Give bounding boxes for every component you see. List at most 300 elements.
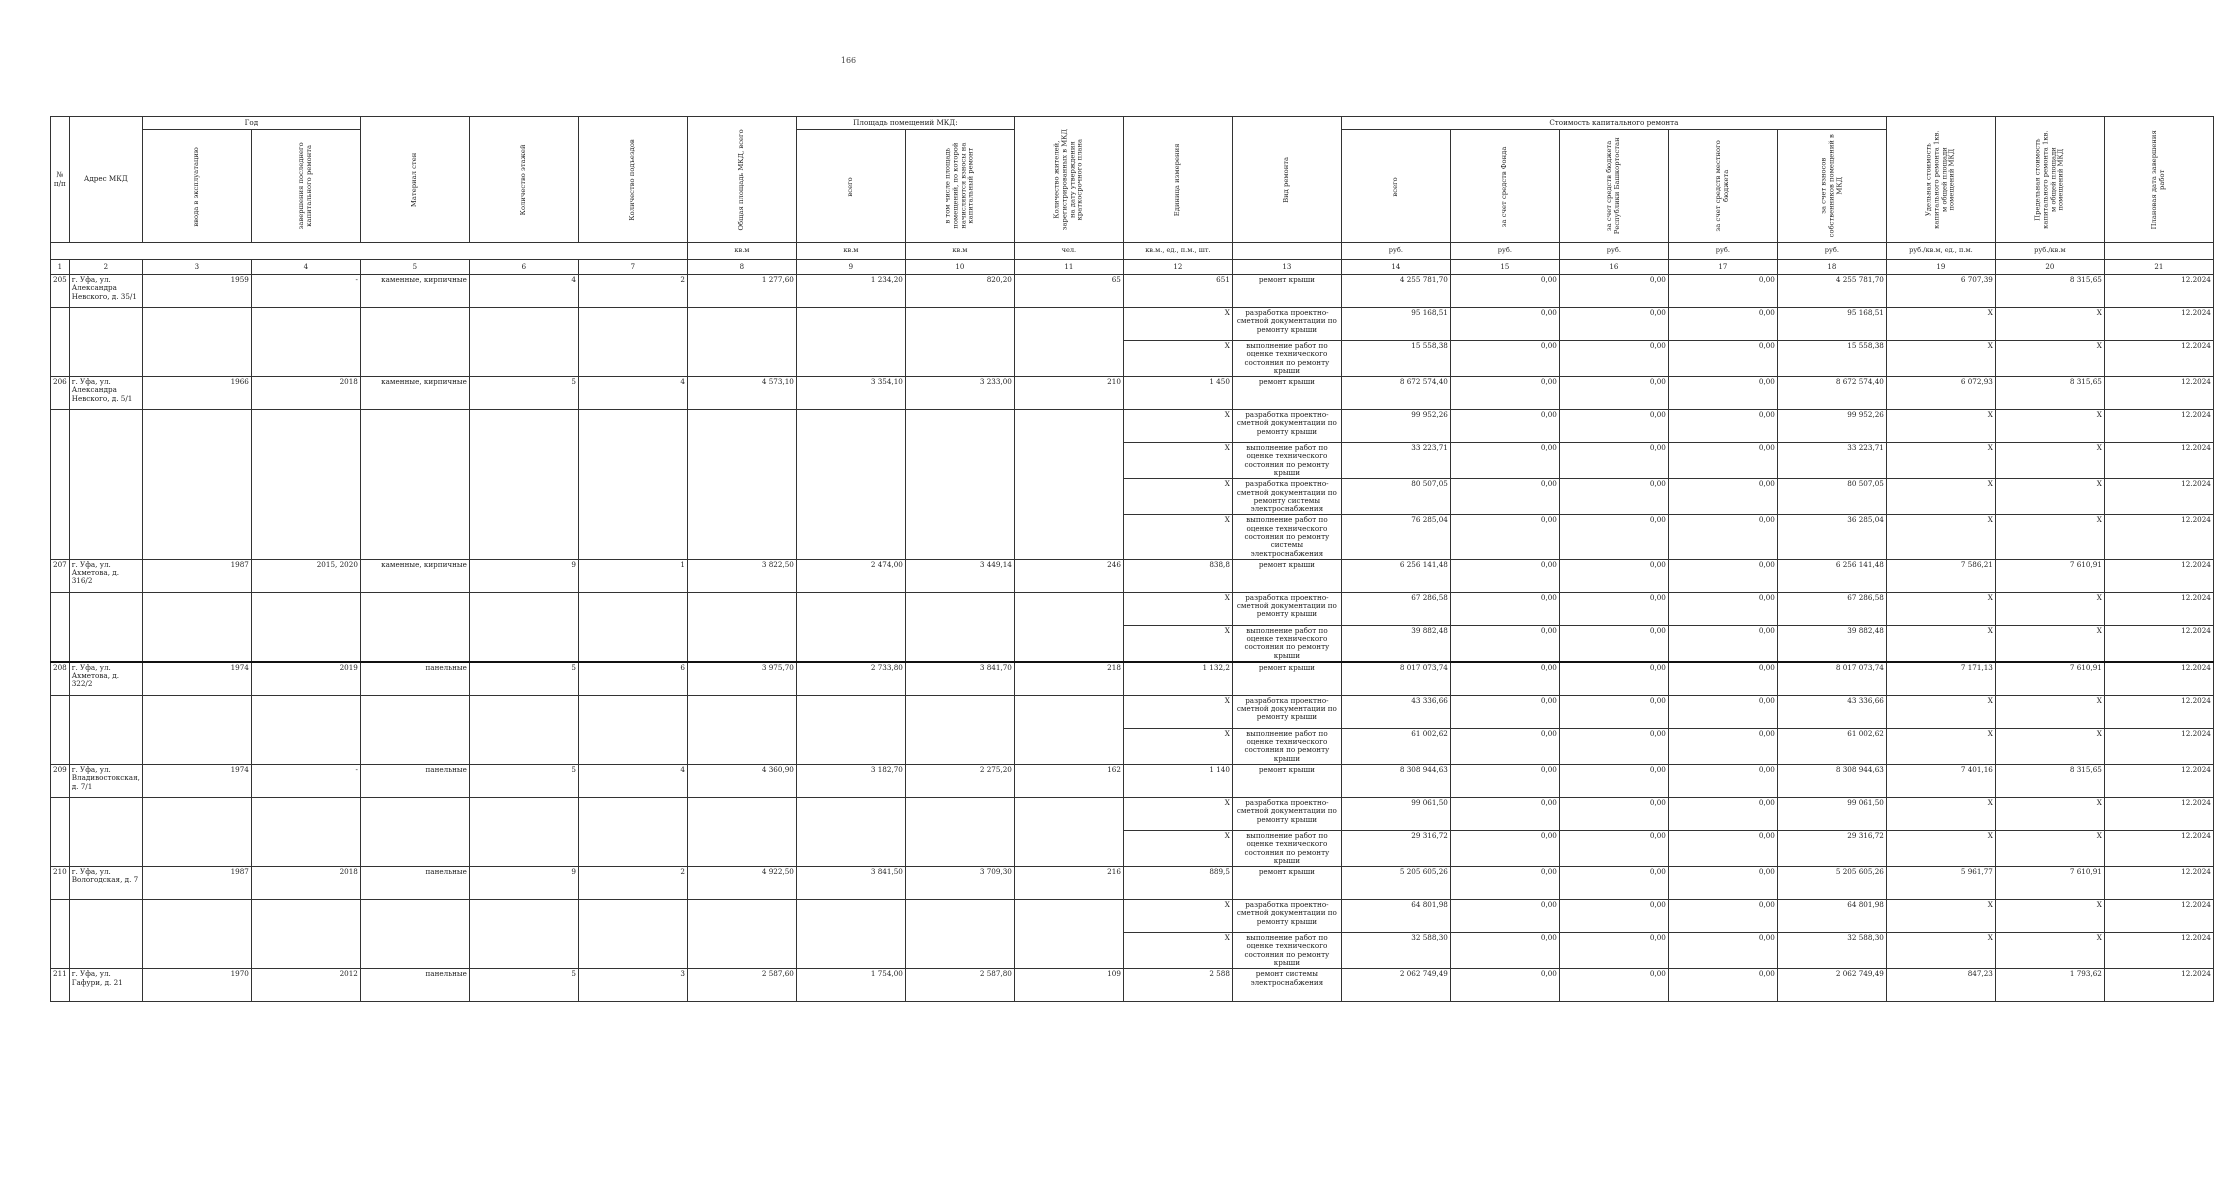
- cost-total-cell: 5 205 605,26: [1341, 867, 1450, 900]
- plan-date-cell: 12.2024: [2104, 341, 2213, 377]
- cost-total-cell: 61 002,62: [1341, 728, 1450, 764]
- work-type-cell: ремонт крыши: [1232, 867, 1341, 900]
- row-number: 207: [51, 559, 70, 592]
- work-type-cell: разработка проектно-сметной документации по ремонту крыши: [1232, 410, 1341, 443]
- empty-cell: [360, 933, 469, 969]
- work-type-cell: ремонт крыши: [1232, 559, 1341, 592]
- empty-cell: [905, 798, 1014, 831]
- unit-cost-cell: 5 961,77: [1886, 867, 1995, 900]
- cost-total-cell: 76 285,04: [1341, 515, 1450, 559]
- header-year-group: Год: [142, 117, 360, 130]
- unit-cost-cell: X: [1886, 515, 1995, 559]
- empty-cell: [796, 900, 905, 933]
- empty-cell: [687, 831, 796, 867]
- cost-rb-cell: 0,00: [1559, 867, 1668, 900]
- cost-fund-cell: 0,00: [1450, 765, 1559, 798]
- floors-cell: 4: [469, 275, 578, 308]
- empty-cell: [360, 900, 469, 933]
- plan-date-cell: 12.2024: [2104, 515, 2213, 559]
- unit-measure-cell: X: [1123, 625, 1232, 662]
- cost-fund-cell: 0,00: [1450, 479, 1559, 515]
- area-repair-cell: 3 709,30: [905, 867, 1014, 900]
- row-number: 208: [51, 662, 70, 696]
- work-type-cell: выполнение работ по оценке технического состояния по ремонту крыши: [1232, 625, 1341, 662]
- max-cost-cell: 7 610,91: [1995, 662, 2104, 696]
- floors-cell: 5: [469, 969, 578, 1002]
- empty-cell: [469, 341, 578, 377]
- area-total-cell: 3 841,50: [796, 867, 905, 900]
- area-repair-cell: 2 587,80: [905, 969, 1014, 1002]
- register-sheet: [50, 116, 2214, 1002]
- unit-cell: кв.м: [687, 243, 796, 260]
- work-subrow: [51, 933, 2214, 969]
- building-row: [51, 969, 2214, 1002]
- unit-cost-cell: 7 171,13: [1886, 662, 1995, 696]
- empty-cell: [251, 900, 360, 933]
- cost-local-cell: 0,00: [1668, 410, 1777, 443]
- empty-cell: [469, 900, 578, 933]
- column-number: 3: [142, 260, 251, 275]
- empty-cell: [578, 592, 687, 625]
- cost-fund-cell: 0,00: [1450, 695, 1559, 728]
- empty-cell: [687, 341, 796, 377]
- cost-owners-cell: 5 205 605,26: [1777, 867, 1886, 900]
- unit-cell: руб.: [1559, 243, 1668, 260]
- empty-cell: [142, 798, 251, 831]
- empty-cell: [1014, 592, 1123, 625]
- unit-cost-cell: X: [1886, 592, 1995, 625]
- row-number: 210: [51, 867, 70, 900]
- empty-cell: [469, 515, 578, 559]
- year-commission-cell: 1987: [142, 867, 251, 900]
- unit-cost-cell: 7 586,21: [1886, 559, 1995, 592]
- empty-cell: [1014, 410, 1123, 443]
- area-repair-cell: 820,20: [905, 275, 1014, 308]
- plan-date-cell: 12.2024: [2104, 559, 2213, 592]
- work-subrow: [51, 479, 2214, 515]
- column-number: 21: [2104, 260, 2213, 275]
- empty-cell: [69, 695, 142, 728]
- max-cost-cell: X: [1995, 410, 2104, 443]
- unit-measure-cell: X: [1123, 831, 1232, 867]
- empty-cell: [51, 728, 70, 764]
- unit-cell: руб.: [1668, 243, 1777, 260]
- building-row: [51, 662, 2214, 696]
- unit-measure-cell: X: [1123, 933, 1232, 969]
- entrances-cell: 1: [578, 559, 687, 592]
- entrances-cell: 3: [578, 969, 687, 1002]
- entrances-cell: 6: [578, 662, 687, 696]
- unit-cost-cell: X: [1886, 900, 1995, 933]
- empty-cell: [687, 443, 796, 479]
- area-repair-cell: 3 449,14: [905, 559, 1014, 592]
- cost-local-cell: 0,00: [1668, 900, 1777, 933]
- plan-date-cell: 12.2024: [2104, 969, 2213, 1002]
- empty-cell: [51, 625, 70, 662]
- max-cost-cell: X: [1995, 625, 2104, 662]
- wall-material-cell: панельные: [360, 662, 469, 696]
- empty-cell: [469, 410, 578, 443]
- empty-cell: [905, 308, 1014, 341]
- empty-cell: [905, 900, 1014, 933]
- empty-cell: [469, 479, 578, 515]
- unit-measure-cell: 2 588: [1123, 969, 1232, 1002]
- cost-local-cell: 0,00: [1668, 831, 1777, 867]
- cost-fund-cell: 0,00: [1450, 341, 1559, 377]
- header-floors: Количество этажей: [469, 117, 578, 243]
- empty-cell: [687, 308, 796, 341]
- empty-cell: [251, 933, 360, 969]
- empty-cell: [1014, 831, 1123, 867]
- unit-cost-cell: 6 707,39: [1886, 275, 1995, 308]
- work-subrow: [51, 625, 2214, 662]
- header-max-cost: Предельная стоимость капитального ремонта 1кв. м общей площади помещений МКД: [1995, 117, 2104, 243]
- page-number: 166: [840, 56, 857, 65]
- work-type-cell: выполнение работ по оценке технического состояния по ремонту крыши: [1232, 933, 1341, 969]
- cost-owners-cell: 95 168,51: [1777, 308, 1886, 341]
- cost-fund-cell: 0,00: [1450, 798, 1559, 831]
- cost-fund-cell: 0,00: [1450, 410, 1559, 443]
- unit-measure-cell: X: [1123, 592, 1232, 625]
- cost-fund-cell: 0,00: [1450, 443, 1559, 479]
- plan-date-cell: 12.2024: [2104, 765, 2213, 798]
- cost-rb-cell: 0,00: [1559, 798, 1668, 831]
- header-year-commission: ввода в эксплуатацию: [142, 130, 251, 243]
- empty-cell: [360, 515, 469, 559]
- cost-rb-cell: 0,00: [1559, 765, 1668, 798]
- column-number: 2: [69, 260, 142, 275]
- area-total-cell: 1 234,20: [796, 275, 905, 308]
- area-total-cell: 2 733,80: [796, 662, 905, 696]
- empty-cell: [796, 308, 905, 341]
- empty-cell: [360, 728, 469, 764]
- header-address: Адрес МКД: [69, 117, 142, 243]
- empty-cell: [51, 341, 70, 377]
- year-commission-cell: 1974: [142, 765, 251, 798]
- empty-cell: [469, 308, 578, 341]
- column-number: 1: [51, 260, 70, 275]
- unit-cost-cell: X: [1886, 410, 1995, 443]
- cost-total-cell: 39 882,48: [1341, 625, 1450, 662]
- work-subrow: [51, 308, 2214, 341]
- empty-cell: [360, 443, 469, 479]
- empty-cell: [796, 479, 905, 515]
- area-repair-cell: 3 841,70: [905, 662, 1014, 696]
- empty-cell: [51, 592, 70, 625]
- cost-rb-cell: 0,00: [1559, 695, 1668, 728]
- repair-plan-table: [50, 116, 2214, 1002]
- column-number: 7: [578, 260, 687, 275]
- area-repair-cell: 2 275,20: [905, 765, 1014, 798]
- building-row: [51, 765, 2214, 798]
- cost-local-cell: 0,00: [1668, 969, 1777, 1002]
- cost-total-cell: 8 308 944,63: [1341, 765, 1450, 798]
- work-type-cell: ремонт системы электроснабжения: [1232, 969, 1341, 1002]
- empty-cell: [360, 308, 469, 341]
- empty-cell: [1014, 625, 1123, 662]
- cost-owners-cell: 29 316,72: [1777, 831, 1886, 867]
- area-repair-cell: 3 233,00: [905, 377, 1014, 410]
- empty-cell: [796, 515, 905, 559]
- cost-owners-cell: 8 672 574,40: [1777, 377, 1886, 410]
- year-last-repair-cell: -: [251, 765, 360, 798]
- empty-cell: [578, 798, 687, 831]
- wall-material-cell: панельные: [360, 969, 469, 1002]
- year-last-repair-cell: 2012: [251, 969, 360, 1002]
- empty-cell: [51, 900, 70, 933]
- empty-cell: [905, 443, 1014, 479]
- plan-date-cell: 12.2024: [2104, 695, 2213, 728]
- plan-date-cell: 12.2024: [2104, 410, 2213, 443]
- total-area-cell: 3 822,50: [687, 559, 796, 592]
- empty-cell: [1014, 443, 1123, 479]
- cost-total-cell: 67 286,58: [1341, 592, 1450, 625]
- address-cell: г. Уфа, ул. Вологодская, д. 7: [69, 867, 142, 900]
- cost-owners-cell: 4 255 781,70: [1777, 275, 1886, 308]
- header-wall-material: Материал стен: [360, 117, 469, 243]
- empty-cell: [469, 443, 578, 479]
- total-area-cell: 4 360,90: [687, 765, 796, 798]
- work-type-cell: выполнение работ по оценке технического состояния по ремонту крыши: [1232, 443, 1341, 479]
- work-subrow: [51, 592, 2214, 625]
- cost-fund-cell: 0,00: [1450, 900, 1559, 933]
- address-cell: г. Уфа, ул. Александра Невского, д. 5/1: [69, 377, 142, 410]
- empty-cell: [360, 625, 469, 662]
- empty-cell: [796, 831, 905, 867]
- empty-cell: [578, 515, 687, 559]
- cost-total-cell: 15 558,38: [1341, 341, 1450, 377]
- unit-cell: руб.: [1450, 243, 1559, 260]
- wall-material-cell: каменные, кирпичные: [360, 559, 469, 592]
- floors-cell: 5: [469, 662, 578, 696]
- cost-owners-cell: 2 062 749,49: [1777, 969, 1886, 1002]
- total-area-cell: 1 277,60: [687, 275, 796, 308]
- unit-measure-cell: X: [1123, 515, 1232, 559]
- year-commission-cell: 1966: [142, 377, 251, 410]
- year-commission-cell: 1987: [142, 559, 251, 592]
- row-number: 211: [51, 969, 70, 1002]
- cost-rb-cell: 0,00: [1559, 728, 1668, 764]
- unit-measure-cell: 1 140: [1123, 765, 1232, 798]
- empty-cell: [142, 515, 251, 559]
- empty-cell: [578, 695, 687, 728]
- unit-blank: [1232, 243, 1341, 260]
- empty-cell: [69, 410, 142, 443]
- empty-cell: [251, 479, 360, 515]
- unit-cell: руб.: [1341, 243, 1450, 260]
- header-num: № п/п: [51, 117, 70, 243]
- year-last-repair-cell: 2015, 2020: [251, 559, 360, 592]
- cost-fund-cell: 0,00: [1450, 662, 1559, 696]
- empty-cell: [578, 831, 687, 867]
- empty-cell: [796, 625, 905, 662]
- cost-rb-cell: 0,00: [1559, 933, 1668, 969]
- work-type-cell: выполнение работ по оценке технического состояния по ремонту системы электроснабжения: [1232, 515, 1341, 559]
- cost-fund-cell: 0,00: [1450, 515, 1559, 559]
- cost-rb-cell: 0,00: [1559, 308, 1668, 341]
- cost-total-cell: 4 255 781,70: [1341, 275, 1450, 308]
- column-number: 10: [905, 260, 1014, 275]
- empty-cell: [142, 479, 251, 515]
- unit-measure-cell: X: [1123, 728, 1232, 764]
- cost-rb-cell: 0,00: [1559, 900, 1668, 933]
- work-subrow: [51, 900, 2214, 933]
- table-body: [51, 275, 2214, 1002]
- empty-cell: [1014, 695, 1123, 728]
- cost-fund-cell: 0,00: [1450, 969, 1559, 1002]
- column-number: 14: [1341, 260, 1450, 275]
- empty-cell: [1014, 728, 1123, 764]
- max-cost-cell: 8 315,65: [1995, 765, 2104, 798]
- residents-cell: 246: [1014, 559, 1123, 592]
- empty-cell: [51, 308, 70, 341]
- cost-owners-cell: 99 952,26: [1777, 410, 1886, 443]
- empty-cell: [905, 695, 1014, 728]
- unit-measure-cell: 651: [1123, 275, 1232, 308]
- address-cell: г. Уфа, ул. Ахметова, д. 322/2: [69, 662, 142, 696]
- cost-fund-cell: 0,00: [1450, 275, 1559, 308]
- cost-owners-cell: 67 286,58: [1777, 592, 1886, 625]
- header-cost-total: всего: [1341, 130, 1450, 243]
- cost-fund-cell: 0,00: [1450, 933, 1559, 969]
- header-area-group: Площадь помещений МКД:: [796, 117, 1014, 130]
- cost-rb-cell: 0,00: [1559, 969, 1668, 1002]
- building-row: [51, 559, 2214, 592]
- header-cost-local: за счет средств местного бюджета: [1668, 130, 1777, 243]
- empty-cell: [51, 695, 70, 728]
- empty-cell: [251, 443, 360, 479]
- floors-cell: 9: [469, 867, 578, 900]
- total-area-cell: 2 587,60: [687, 969, 796, 1002]
- work-type-cell: ремонт крыши: [1232, 377, 1341, 410]
- empty-cell: [905, 515, 1014, 559]
- column-number: 5: [360, 260, 469, 275]
- empty-cell: [905, 341, 1014, 377]
- area-total-cell: 3 182,70: [796, 765, 905, 798]
- plan-date-cell: 12.2024: [2104, 625, 2213, 662]
- entrances-cell: 2: [578, 867, 687, 900]
- empty-cell: [51, 515, 70, 559]
- empty-cell: [251, 308, 360, 341]
- unit-cell: руб.: [1777, 243, 1886, 260]
- column-number: 9: [796, 260, 905, 275]
- row-number: 205: [51, 275, 70, 308]
- empty-cell: [905, 933, 1014, 969]
- empty-cell: [251, 515, 360, 559]
- column-number: 20: [1995, 260, 2104, 275]
- work-subrow: [51, 728, 2214, 764]
- residents-cell: 162: [1014, 765, 1123, 798]
- year-last-repair-cell: 2018: [251, 867, 360, 900]
- empty-cell: [360, 831, 469, 867]
- floors-cell: 5: [469, 377, 578, 410]
- unit-cell: руб./кв.м, ед., п.м.: [1886, 243, 1995, 260]
- plan-date-cell: 12.2024: [2104, 798, 2213, 831]
- address-cell: г. Уфа, ул. Ахметова, д. 316/2: [69, 559, 142, 592]
- empty-cell: [687, 410, 796, 443]
- column-number: 6: [469, 260, 578, 275]
- empty-cell: [687, 695, 796, 728]
- wall-material-cell: каменные, кирпичные: [360, 377, 469, 410]
- unit-cell: чел.: [1014, 243, 1123, 260]
- max-cost-cell: X: [1995, 479, 2104, 515]
- empty-cell: [796, 410, 905, 443]
- max-cost-cell: X: [1995, 592, 2104, 625]
- plan-date-cell: 12.2024: [2104, 900, 2213, 933]
- empty-cell: [69, 592, 142, 625]
- unit-cost-cell: 7 401,16: [1886, 765, 1995, 798]
- empty-cell: [360, 798, 469, 831]
- cost-owners-cell: 39 882,48: [1777, 625, 1886, 662]
- empty-cell: [578, 900, 687, 933]
- cost-fund-cell: 0,00: [1450, 308, 1559, 341]
- cost-total-cell: 43 336,66: [1341, 695, 1450, 728]
- header-cost-rb: за счет средств бюджета Республики Башкортостан: [1559, 130, 1668, 243]
- header-cost-fund: за счет средств Фонда: [1450, 130, 1559, 243]
- max-cost-cell: 1 793,62: [1995, 969, 2104, 1002]
- cost-total-cell: 32 588,30: [1341, 933, 1450, 969]
- residents-cell: 109: [1014, 969, 1123, 1002]
- unit-measure-cell: X: [1123, 341, 1232, 377]
- cost-fund-cell: 0,00: [1450, 377, 1559, 410]
- empty-cell: [142, 933, 251, 969]
- work-type-cell: разработка проектно-сметной документации по ремонту крыши: [1232, 900, 1341, 933]
- cost-local-cell: 0,00: [1668, 625, 1777, 662]
- units-row: [51, 243, 2214, 260]
- cost-local-cell: 0,00: [1668, 933, 1777, 969]
- cost-local-cell: 0,00: [1668, 341, 1777, 377]
- header-cost-owners: за счет взносов собственников помещений в МКД: [1777, 130, 1886, 243]
- area-total-cell: 1 754,00: [796, 969, 905, 1002]
- empty-cell: [796, 341, 905, 377]
- cost-local-cell: 0,00: [1668, 798, 1777, 831]
- area-total-cell: 2 474,00: [796, 559, 905, 592]
- total-area-cell: 4 922,50: [687, 867, 796, 900]
- cost-total-cell: 6 256 141,48: [1341, 559, 1450, 592]
- empty-cell: [360, 592, 469, 625]
- unit-measure-cell: X: [1123, 410, 1232, 443]
- empty-cell: [251, 695, 360, 728]
- unit-cost-cell: X: [1886, 443, 1995, 479]
- address-cell: г. Уфа, ул. Владивостокская, д. 7/1: [69, 765, 142, 798]
- entrances-cell: 2: [578, 275, 687, 308]
- cost-local-cell: 0,00: [1668, 867, 1777, 900]
- cost-local-cell: 0,00: [1668, 592, 1777, 625]
- unit-measure-cell: X: [1123, 695, 1232, 728]
- unit-measure-cell: X: [1123, 479, 1232, 515]
- work-type-cell: ремонт крыши: [1232, 765, 1341, 798]
- cost-total-cell: 95 168,51: [1341, 308, 1450, 341]
- work-type-cell: выполнение работ по оценке технического состояния по ремонту крыши: [1232, 728, 1341, 764]
- column-number: 13: [1232, 260, 1341, 275]
- empty-cell: [687, 625, 796, 662]
- work-type-cell: разработка проектно-сметной документации по ремонту крыши: [1232, 798, 1341, 831]
- plan-date-cell: 12.2024: [2104, 728, 2213, 764]
- header-unit-cost: Удельная стоимость капитального ремонта 1кв. м общей площади помещений МКД: [1886, 117, 1995, 243]
- cost-rb-cell: 0,00: [1559, 625, 1668, 662]
- empty-cell: [69, 479, 142, 515]
- empty-cell: [1014, 900, 1123, 933]
- unit-cell: кв.м: [905, 243, 1014, 260]
- empty-cell: [51, 831, 70, 867]
- empty-cell: [142, 308, 251, 341]
- cost-total-cell: 99 061,50: [1341, 798, 1450, 831]
- empty-cell: [142, 625, 251, 662]
- cost-rb-cell: 0,00: [1559, 662, 1668, 696]
- row-number: 209: [51, 765, 70, 798]
- empty-cell: [142, 728, 251, 764]
- empty-cell: [360, 341, 469, 377]
